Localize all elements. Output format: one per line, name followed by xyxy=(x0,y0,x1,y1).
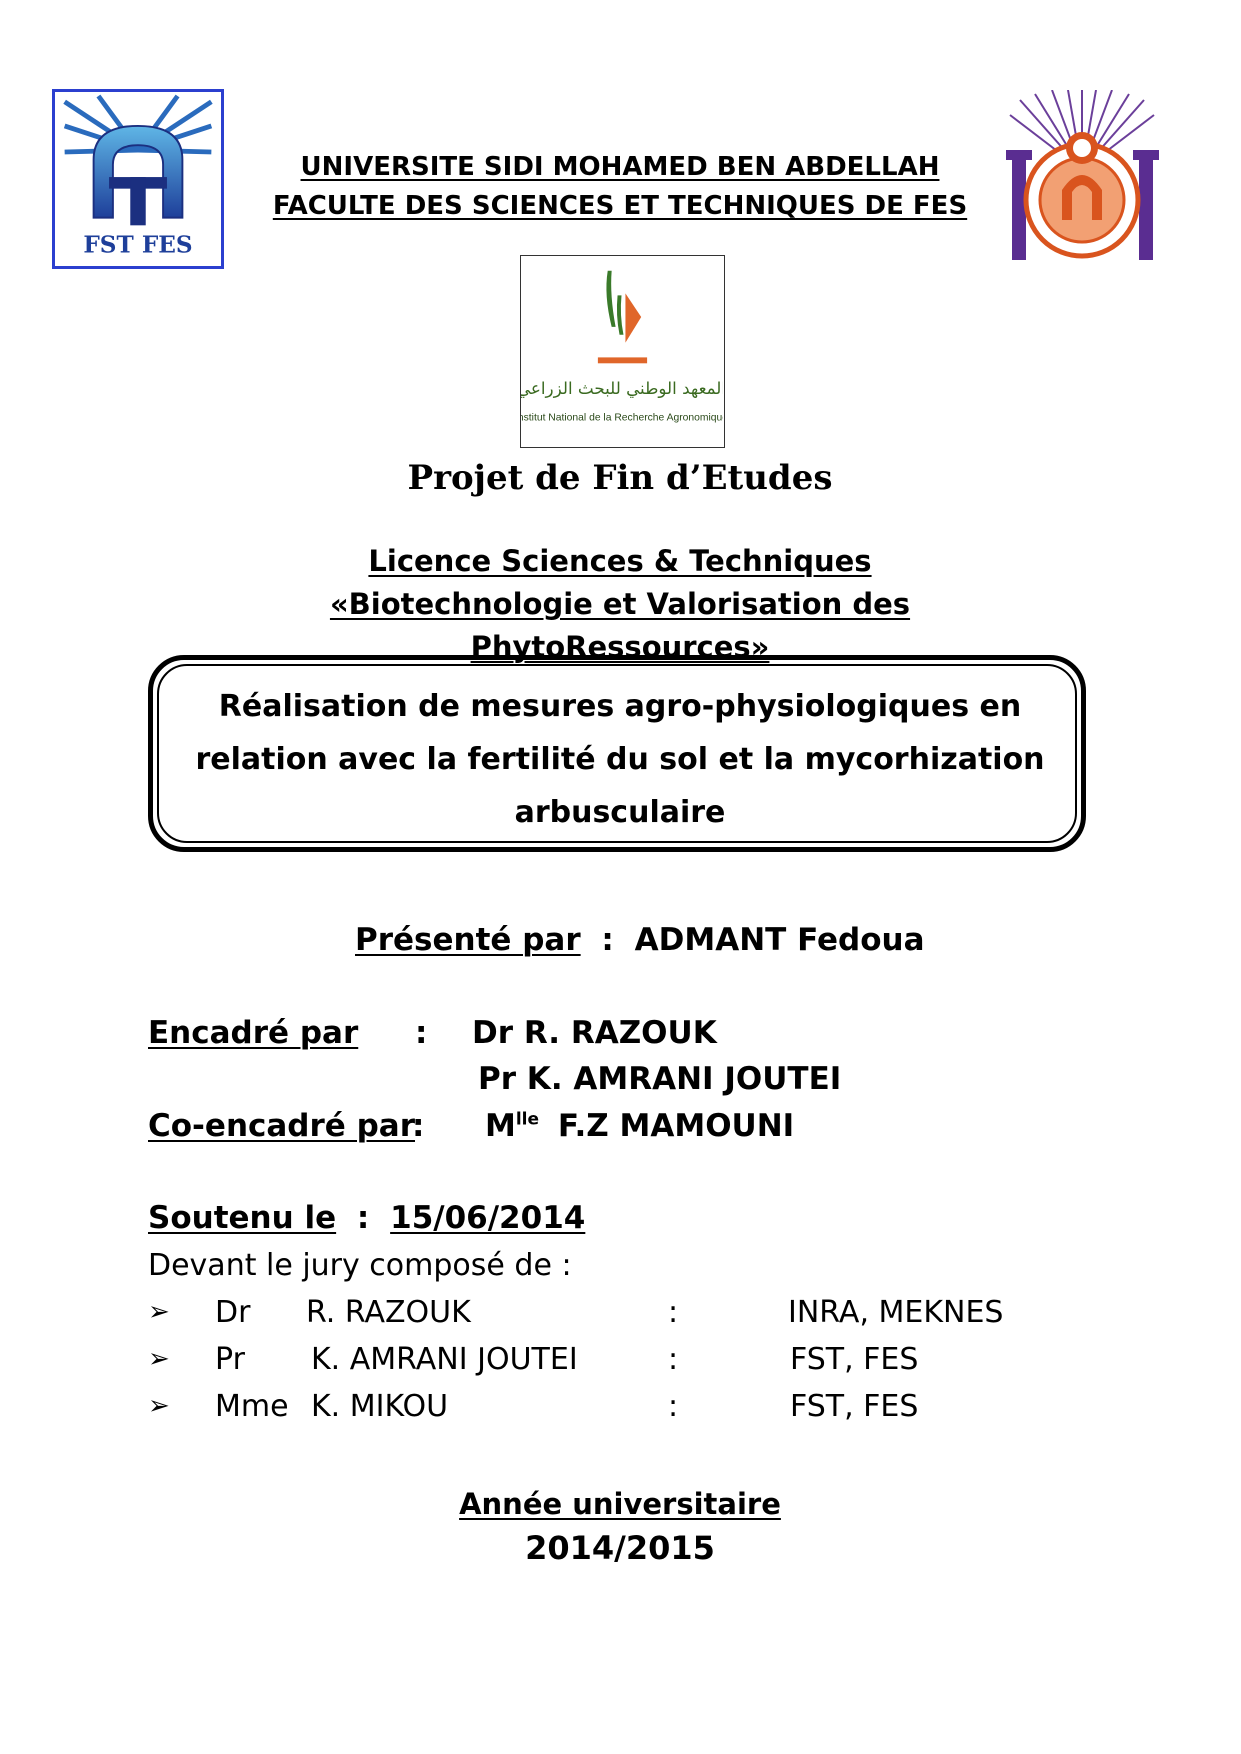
university-seal-icon xyxy=(1000,90,1165,270)
inra-logo xyxy=(520,255,725,448)
subject-line-2: relation avec la fertilité du sol et la mycorhization xyxy=(195,742,1045,777)
co-supervisor-label: Co-encadré par xyxy=(148,1108,415,1144)
jury-intro: Devant le jury composé de : xyxy=(148,1248,572,1283)
university-name: UNIVERSITE SIDI MOHAMED BEN ABDELLAH xyxy=(300,152,940,182)
inra-emblem-icon xyxy=(521,256,723,446)
jury-sep: : xyxy=(668,1295,679,1330)
jury-sep: : xyxy=(668,1342,679,1377)
jury-name: K. AMRANI JOUTEI xyxy=(311,1342,578,1377)
page-title: Projet de Fin d’Etudes xyxy=(407,458,833,498)
fst-fes-emblem-icon xyxy=(55,92,221,266)
fst-fes-logo xyxy=(52,89,224,269)
supervisor-1: Dr R. RAZOUK xyxy=(472,1015,717,1051)
svg-text:Institut National de la Recher: Institut National de la Recherche Agronomique xyxy=(521,412,723,424)
presented-by-label: Présenté par xyxy=(355,922,581,958)
faculty-name: FACULTE DES SCIENCES ET TECHNIQUES DE FES xyxy=(272,191,968,221)
defense-date: 15/06/2014 xyxy=(390,1200,586,1236)
jury-affiliation: INRA, MEKNES xyxy=(788,1295,1004,1330)
presented-by-sep: : xyxy=(601,922,614,958)
co-supervisor xyxy=(485,1108,794,1144)
jury-bullet-icon: ➢ xyxy=(148,1297,170,1327)
jury-name: K. MIKOU xyxy=(311,1389,449,1424)
project-subject xyxy=(175,680,1065,839)
jury-title: Pr xyxy=(215,1342,245,1377)
svg-text:FST FES: FST FES xyxy=(83,231,193,259)
jury-name: R. RAZOUK xyxy=(306,1295,471,1330)
licence-program: «Biotechnologie et Valorisation des PhytoRessources» xyxy=(329,587,911,664)
academic-year-value: 2014/2015 xyxy=(525,1529,715,1567)
subject-line-1: Réalisation de mesures agro-physiologiques en xyxy=(218,689,1022,724)
jury-list xyxy=(148,1295,1048,1445)
co-supervisor-sep: : xyxy=(412,1108,425,1144)
defense-sep: : xyxy=(356,1200,370,1236)
co-supervisor-name: F.Z MAMOUNI xyxy=(557,1108,795,1144)
licence-name: Licence Sciences & Techniques xyxy=(368,544,872,578)
supervisor-label: Encadré par xyxy=(148,1015,359,1051)
presented-by-row xyxy=(355,922,925,958)
jury-affiliation: FST, FES xyxy=(790,1342,919,1377)
defense-label: Soutenu le xyxy=(148,1200,337,1236)
supervisor-2: Pr K. AMRANI JOUTEI xyxy=(478,1061,842,1097)
jury-bullet-icon: ➢ xyxy=(148,1391,170,1421)
usmba-logo xyxy=(1000,90,1165,270)
university-header xyxy=(240,148,1000,226)
supervisor-sep: : xyxy=(415,1015,428,1051)
jury-affiliation: FST, FES xyxy=(790,1389,919,1424)
jury-title: Dr xyxy=(215,1295,251,1330)
licence-block xyxy=(200,540,1040,669)
co-supervisor-sup: lle xyxy=(515,1109,540,1130)
jury-title: Mme xyxy=(215,1389,289,1424)
svg-text:المعهد الوطني للبحث الزراعي: المعهد الوطني للبحث الزراعي xyxy=(521,377,723,398)
defense-row xyxy=(148,1200,585,1236)
subject-line-3: arbusculaire xyxy=(514,795,726,830)
academic-year-label: Année universitaire xyxy=(459,1487,781,1521)
co-supervisor-prefix: M xyxy=(485,1108,516,1144)
student-name: ADMANT Fedoua xyxy=(634,922,925,958)
jury-bullet-icon: ➢ xyxy=(148,1344,170,1374)
academic-year-block xyxy=(420,1482,820,1570)
jury-sep: : xyxy=(668,1389,679,1424)
